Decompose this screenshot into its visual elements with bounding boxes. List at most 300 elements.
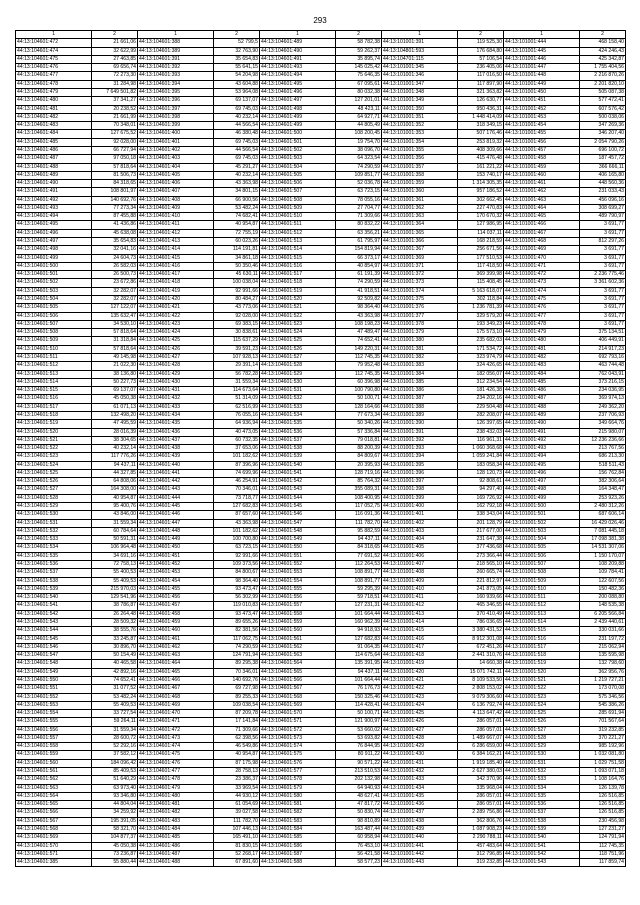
cadastral-number-cell: 44:13:104601:516 [260,262,336,270]
cadastral-number-cell: 44:13:104601:570 [260,710,336,718]
cadastral-number-cell: 44:13:104601:417 [138,271,214,279]
cadastral-number-cell: 44:13:104601:445 [138,503,214,511]
value-cell: 347 269,36 [580,122,626,130]
cadastral-number-cell: 44:13:101001:463 [504,196,580,204]
table-row [16,618,626,626]
cadastral-number-cell: 44:13:104601:414 [138,246,214,254]
value-cell: 175 573,10 [458,329,504,337]
cadastral-number-cell: 44:13:101001:401 [382,511,458,519]
cadastral-number-cell: 44:13:104601:439 [138,453,214,461]
cadastral-number-cell: 44:13:104601:509 [16,337,92,345]
cadastral-number-cell: 44:13:101001:431 [382,759,458,767]
value-cell: 37 341,27 [92,97,138,105]
value-cell: 52 036,78 [336,180,382,188]
cadastral-number-cell: 44:13:104601:541 [16,602,92,610]
value-cell: 28 600,72 [92,734,138,742]
value-cell: 87 175,98 [214,759,260,767]
cadastral-number-cell: 44:13:101001:439 [382,826,458,834]
value-cell: 60 396,98 [336,378,382,386]
cadastral-number-cell: 44:13:101001:417 [382,643,458,651]
cadastral-number-cell: 44:13:104601:517 [16,403,92,411]
value-cell: 577 472,41 [580,97,626,105]
cadastral-number-cell: 44:13:104601:538 [260,445,336,453]
value-cell: 101 182,62 [214,453,260,461]
cadastral-number-cell: 44:13:104601:433 [138,403,214,411]
cadastral-number-cell: 44:13:104601:515 [260,254,336,262]
cadastral-number-cell: 44:13:104601:431 [138,387,214,395]
cadastral-number-cell: 44:13:104601:442 [138,478,214,486]
value-cell: 286 057,01 [458,801,504,809]
value-cell: 135 595,98 [580,652,626,660]
table-row [16,768,626,776]
cadastral-number-cell: 44:13:101001:422 [382,685,458,693]
value-cell: 76 176,73 [336,685,382,693]
value-cell: 1 059 241,84 [458,453,504,461]
cadastral-number-cell: 44:13:101001:425 [382,710,458,718]
cadastral-number-cell: 44:13:104601:485 [138,834,214,842]
table-row [16,287,626,295]
value-cell: 45 630,11 [214,271,260,279]
cadastral-number-cell: 44:13:101001:376 [382,304,458,312]
cadastral-number-cell: 44:13:104601:455 [138,585,214,593]
value-cell: 7 081 445,18 [580,527,626,535]
value-cell: 370 410,49 [458,610,504,618]
value-cell: 355 089,31 [336,486,382,494]
value-cell: 3 691,77 [580,320,626,328]
value-cell: 75 646,35 [336,72,382,80]
value-cell: 92 028,00 [92,138,138,146]
cadastral-number-cell: 44:13:104601:520 [16,428,92,436]
value-cell: 127 986,95 [458,221,504,229]
cadastral-number-cell: 44:13:104601:543 [16,618,92,626]
cadastral-number-cell: 44:13:101001:352 [382,122,458,130]
cadastral-number-cell: 44:13:104601:563 [16,784,92,792]
cadastral-number-cell: 44:13:104601:504 [16,296,92,304]
value-cell: 107 928,13 [214,353,260,361]
value-cell: 27 704,77 [336,204,382,212]
value-cell: 126 139,78 [580,784,626,792]
table-row [16,88,626,96]
cadastral-number-cell: 44:13:101001:351 [382,113,458,121]
value-cell: 1 919 185,40 [458,759,504,767]
value-cell: 127 231,31 [336,602,382,610]
cadastral-number-cell: 44:13:101001:512 [504,602,580,610]
value-cell: 3 691,77 [580,312,626,320]
column-header: 2 [336,31,382,39]
value-cell: 32 282,07 [92,287,138,295]
value-cell: 58 321,70 [92,826,138,834]
cadastral-number-cell: 44:13:101001:444 [504,39,580,47]
value-cell: 812 297,26 [580,238,626,246]
value-cell: 38 786,87 [92,602,138,610]
value-cell: 127 122,07 [92,304,138,312]
value-cell: 213 510,53 [336,768,382,776]
table-row [16,271,626,279]
cadastral-number-cell: 44:13:101001:389 [382,411,458,419]
value-cell: 200 088,80 [580,594,626,602]
value-cell: 221 812,97 [458,577,504,585]
value-cell: 81 506,73 [92,171,138,179]
cadastral-number-cell: 44:13:104601:565 [260,668,336,676]
column-header: 2 [580,31,626,39]
cadastral-number-cell: 44:13:104601:542 [260,478,336,486]
table-row [16,80,626,88]
cadastral-number-cell: 44:13:101001:415 [382,627,458,635]
value-cell: 156 762,84 [580,469,626,477]
cadastral-number-cell: 44:13:104701:115 [382,55,458,63]
cadastral-number-cell: 44:13:104601:535 [16,552,92,560]
cadastral-number-cell: 44:13:104601:560 [260,627,336,635]
value-cell: 57 818,64 [92,345,138,353]
value-cell: 57 336,84 [336,428,382,436]
cadastral-number-cell: 44:13:101001:356 [382,155,458,163]
value-cell: 64 808,06 [92,478,138,486]
value-cell: 575 346,56 [580,693,626,701]
value-cell: 87 396,96 [214,461,260,469]
value-cell: 81 830,15 [214,842,260,850]
cadastral-number-cell: 44:13:104601:499 [260,122,336,130]
cadastral-number-cell: 44:13:101001:362 [382,204,458,212]
value-cell: 330 031,66 [580,627,626,635]
cadastral-number-cell: 44:13:104601:539 [260,453,336,461]
cadastral-number-cell: 44:13:101001:442 [382,850,458,858]
cadastral-number-cell: 44:13:101001:416 [382,635,458,643]
value-cell: 672 451,26 [458,643,504,651]
cadastral-number-cell: 44:13:104601:524 [16,461,92,469]
cadastral-number-cell: 44:13:104601:535 [260,420,336,428]
table-row [16,859,626,867]
value-cell: 126 397,65 [458,420,504,428]
value-cell: 45 638,08 [92,229,138,237]
value-cell: 52 292,16 [92,743,138,751]
cadastral-number-cell: 44:13:104601:481 [16,105,92,113]
cadastral-number-cell: 44:13:101001:408 [382,569,458,577]
value-cell: 114 428,41 [336,701,382,709]
value-cell: 150 482,36 [580,585,626,593]
value-cell: 160 939,66 [458,594,504,602]
cadastral-number-cell: 44:13:104601:552 [16,693,92,701]
cadastral-number-cell: 44:13:104601:411 [138,221,214,229]
value-cell: 14 531 307,06 [580,544,626,552]
value-cell: 114 675,64 [336,652,382,660]
value-cell: 37 653,06 [214,445,260,453]
value-cell: 114 037,11 [458,229,504,237]
cadastral-number-cell: 44:13:104601:479 [16,88,92,96]
cadastral-number-cell: 44:13:104601:509 [260,204,336,212]
cadastral-number-cell: 44:13:104601:499 [16,254,92,262]
cadastral-number-cell: 44:13:101001:515 [504,627,580,635]
table-row [16,759,626,767]
value-cell: 30 896,70 [92,643,138,651]
cadastral-number-cell: 44:13:104601:482 [16,113,92,121]
cadastral-number-cell: 44:13:104601:501 [16,271,92,279]
cadastral-number-cell: 44:13:104601:432 [138,395,214,403]
cadastral-number-cell: 44:13:101001:399 [382,494,458,502]
value-cell: 215 062,94 [580,643,626,651]
cadastral-number-cell: 44:13:101001:387 [382,395,458,403]
table-row [16,751,626,759]
cadastral-number-cell: 44:13:101001:360 [382,188,458,196]
cadastral-number-cell: 44:13:104601:500 [16,262,92,270]
cadastral-number-cell: 44:13:104601:577 [260,768,336,776]
cadastral-number-cell: 44:13:101001:363 [382,213,458,221]
value-cell: 104 877,37 [92,834,138,842]
value-cell: 91 064,35 [336,643,382,651]
value-cell: 44 930,12 [214,792,260,800]
cadastral-number-cell: 44:13:104601:420 [138,296,214,304]
cadastral-number-cell: 44:13:104601:573 [260,734,336,742]
cadastral-number-cell: 44:13:101001:448 [504,72,580,80]
cadastral-number-cell: 44:13:101001:490 [504,420,580,428]
cadastral-number-cell: 44:13:101001:381 [382,345,458,353]
value-cell: 101 182,62 [214,527,260,535]
cadastral-number-cell: 44:13:101001:485 [504,378,580,386]
cadastral-number-cell: 44:13:101001:517 [504,643,580,651]
value-cell: 80 032,38 [336,88,382,96]
cadastral-number-cell: 44:13:104601:408 [138,196,214,204]
cadastral-number-cell: 44:13:104601:488 [16,163,92,171]
cadastral-number-cell: 44:13:101001:495 [504,461,580,469]
cadastral-number-cell: 44:13:104601:550 [260,544,336,552]
value-cell: 1 087 908,23 [458,826,504,834]
cadastral-number-cell: 44:13:104601:511 [260,221,336,229]
value-cell: 373 216,15 [580,378,626,386]
cadastral-value-table [15,30,626,867]
table-row [16,569,626,577]
cadastral-number-cell: 44:13:101001:347 [382,80,458,88]
value-cell: 61 054,69 [214,801,260,809]
value-cell: 260 665,74 [458,569,504,577]
table-row [16,710,626,718]
value-cell: 230 456,98 [580,817,626,825]
value-cell: 126 516,85 [580,809,626,817]
cadastral-number-cell: 44:13:104601:496 [16,229,92,237]
cadastral-number-cell: 44:13:101001:538 [504,817,580,825]
value-cell: 40 232,14 [214,113,260,121]
value-cell: 93 346,80 [92,792,138,800]
value-cell: 92 028,00 [214,312,260,320]
cadastral-number-cell: 44:13:101001:345 [382,64,458,72]
value-cell: 150 325,46 [336,693,382,701]
cadastral-number-cell: 44:13:104601:453 [138,569,214,577]
value-cell: 17 098 381,38 [580,536,626,544]
value-cell: 33 969,54 [214,784,260,792]
cadastral-number-cell: 44:13:104601:508 [260,196,336,204]
value-cell: 50 227,73 [92,378,138,386]
value-cell: 58 577,23 [336,859,382,867]
value-cell: 45 291,27 [214,163,260,171]
table-row [16,353,626,361]
table-row [16,850,626,858]
value-cell: 193 349,23 [458,320,504,328]
table-row [16,337,626,345]
cadastral-number-cell: 44:13:104601:494 [16,213,92,221]
value-cell: 9 079 306,60 [458,693,504,701]
cadastral-number-cell: 44:13:101001:455 [504,130,580,138]
cadastral-number-cell: 44:13:101001:443 [382,859,458,867]
cadastral-number-cell: 44:13:104601:480 [138,792,214,800]
value-cell: 312 234,54 [458,378,504,386]
value-cell: 60 958,94 [336,834,382,842]
value-cell: 236 405,06 [458,64,504,72]
cadastral-number-cell: 44:13:101001:445 [504,47,580,55]
table-row [16,254,626,262]
value-cell: 424 246,43 [580,47,626,55]
value-cell: 30 838,61 [214,329,260,337]
value-cell: 84 318,65 [336,544,382,552]
cadastral-number-cell: 44:13:104601:514 [16,378,92,386]
cadastral-number-cell: 44:13:101001:482 [504,353,580,361]
cadastral-number-cell: 44:13:104601:512 [260,229,336,237]
value-cell: 127 675,52 [92,130,138,138]
value-cell: 112 745,35 [580,842,626,850]
cadastral-number-cell: 44:13:101001:457 [504,146,580,154]
cadastral-number-cell: 44:13:101001:419 [382,660,458,668]
cadastral-number-cell: 44:13:101001:491 [504,428,580,436]
cadastral-number-cell: 44:13:104601:484 [138,826,214,834]
value-cell: 50 830,74 [336,809,382,817]
value-cell: 29 391,14 [214,362,260,370]
cadastral-number-cell: 44:13:104601:410 [138,213,214,221]
value-cell: 64 940,93 [336,784,382,792]
value-cell: 37 582,12 [92,751,138,759]
cadastral-number-cell: 44:13:101001:423 [382,693,458,701]
cadastral-number-cell: 44:13:101001:525 [504,710,580,718]
cadastral-number-cell: 44:13:101001:520 [504,668,580,676]
value-cell: 762 043,91 [580,370,626,378]
value-cell: 84 800,67 [214,569,260,577]
cadastral-number-cell: 44:13:104601:487 [16,155,92,163]
value-cell: 116 091,36 [336,511,382,519]
cadastral-number-cell: 44:13:101001:510 [504,585,580,593]
value-cell: 51 314,09 [214,395,260,403]
cadastral-number-cell: 44:13:104601:460 [138,627,214,635]
cadastral-number-cell: 44:13:104601:561 [16,768,92,776]
cadastral-number-cell: 44:13:104601:567 [260,685,336,693]
cadastral-number-cell: 44:13:104601:549 [260,536,336,544]
value-cell: 40 854,97 [336,262,382,270]
value-cell: 181 426,38 [458,387,504,395]
cadastral-number-cell: 44:13:101001:430 [382,751,458,759]
table-row [16,842,626,850]
value-cell: 57 106,54 [458,55,504,63]
value-cell: 170 670,32 [458,213,504,221]
value-cell: 112 745,35 [336,353,382,361]
value-cell: 312 796,85 [458,850,504,858]
cadastral-number-cell: 44:13:101001:539 [504,826,580,834]
cadastral-number-cell: 44:13:104601:513 [16,370,92,378]
value-cell: 229 504,48 [458,403,504,411]
cadastral-number-cell: 44:13:101001:531 [504,759,580,767]
value-cell: 1 448 414,09 [458,113,504,121]
cadastral-number-cell: 44:13:101001:506 [504,552,580,560]
value-cell: 1 219 727,21 [580,676,626,684]
value-cell: 35 654,83 [92,238,138,246]
cadastral-number-cell: 44:13:104601:557 [260,602,336,610]
cadastral-number-cell: 44:13:104601:551 [16,685,92,693]
value-cell: 100 038,04 [214,279,260,287]
cadastral-number-cell: 44:13:101001:518 [504,652,580,660]
value-cell: 82 381,56 [214,627,260,635]
value-cell: 67 095,61 [336,80,382,88]
value-cell: 408 309,66 [458,146,504,154]
cadastral-number-cell: 44:13:104601:416 [138,262,214,270]
value-cell: 217 677,00 [458,527,504,535]
value-cell: 3 380 431,52 [458,627,504,635]
cadastral-number-cell: 44:13:101001:500 [504,503,580,511]
cadastral-number-cell: 44:13:101001:489 [504,411,580,419]
cadastral-number-cell: 44:13:101001:493 [504,445,580,453]
table-row [16,39,626,47]
value-cell: 692 793,16 [580,353,626,361]
cadastral-number-cell: 44:13:101001:369 [382,254,458,262]
table-row [16,238,626,246]
value-cell: 94 437,11 [336,536,382,544]
value-cell: 66 900,56 [214,196,260,204]
cadastral-number-cell: 44:13:104601:463 [138,652,214,660]
cadastral-number-cell: 44:13:104601:532 [260,395,336,403]
cadastral-number-cell: 44:13:104601:406 [138,180,214,188]
value-cell: 465 346,55 [458,602,504,610]
cadastral-number-cell: 44:13:104601:517 [260,271,336,279]
value-cell: 114 191,81 [214,246,260,254]
cadastral-number-cell: 44:13:104601:405 [138,171,214,179]
cadastral-number-cell: 44:13:104601:505 [260,171,336,179]
cadastral-number-cell: 44:13:101001:530 [504,751,580,759]
cadastral-number-cell: 44:13:101001:413 [382,610,458,618]
cadastral-number-cell: 44:13:101001:346 [382,72,458,80]
cadastral-number-cell: 44:13:104601:483 [138,817,214,825]
cadastral-number-cell: 44:13:104601:470 [138,710,214,718]
value-cell: 28 016,39 [92,428,138,436]
value-cell: 349 664,76 [580,420,626,428]
cadastral-number-cell: 44:13:104601:544 [260,494,336,502]
cadastral-number-cell: 44:13:104601:476 [138,759,214,767]
value-cell: 457 483,64 [458,842,504,850]
table-row [16,652,626,660]
cadastral-number-cell: 44:13:104601:462 [138,643,214,651]
table-row [16,792,626,800]
table-row [16,246,626,254]
value-cell: 140 692,76 [214,676,260,684]
value-cell: 377 436,68 [458,544,504,552]
value-cell: 463 744,48 [580,362,626,370]
cadastral-number-cell: 44:13:104601:388 [138,39,214,47]
cadastral-number-cell: 44:13:104601:409 [138,204,214,212]
value-cell: 468 158,40 [580,39,626,47]
cadastral-number-cell: 44:13:104601:469 [138,701,214,709]
value-cell: 202 132,98 [336,776,382,784]
value-cell: 3 691,77 [580,221,626,229]
cadastral-number-cell: 44:13:104601:396 [138,97,214,105]
value-cell: 335 968,04 [458,784,504,792]
value-cell: 215 970,03 [92,585,138,593]
value-cell: 60 023,26 [214,238,260,246]
value-cell: 57 818,64 [92,329,138,337]
value-cell: 118 751,96 [580,850,626,858]
cadastral-number-cell: 44:13:101001:355 [382,146,458,154]
value-cell: 95 882,59 [336,527,382,535]
cadastral-number-cell: 44:13:104601:555 [260,585,336,593]
cadastral-number-cell: 44:13:104601:473 [138,734,214,742]
cadastral-number-cell: 44:13:104601:521 [260,304,336,312]
value-cell: 43 846,00 [92,511,138,519]
value-cell: 64 927,71 [336,113,382,121]
value-cell: 319 232,85 [458,859,504,867]
cadastral-number-cell: 44:13:104601:530 [260,378,336,386]
value-cell: 31 318,84 [92,337,138,345]
value-cell: 124 791,94 [580,834,626,842]
